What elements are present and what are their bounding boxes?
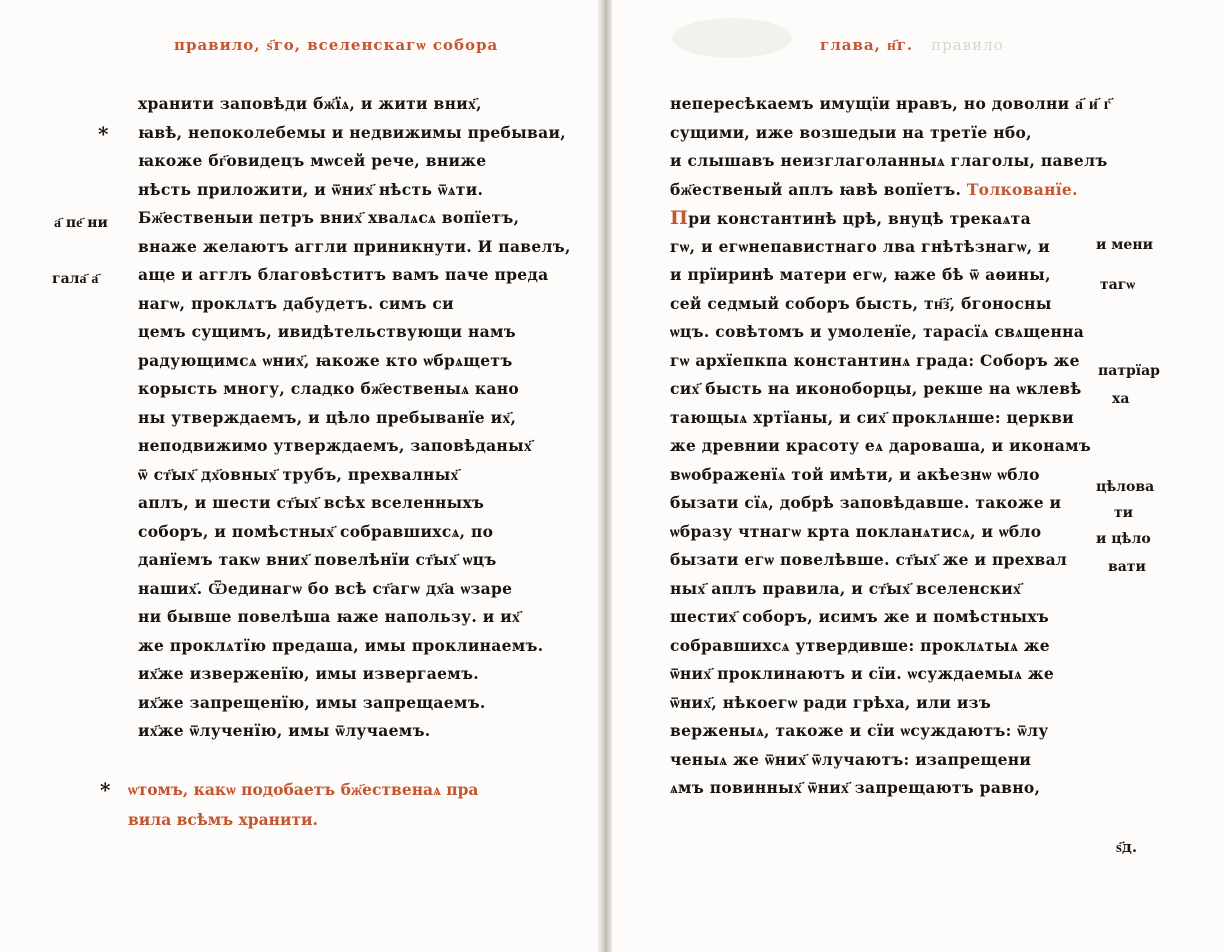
text-line: вѡображенїѧ той имѣти, и акѣезнѡ ѡбло — [670, 464, 1040, 484]
text-line: и слышавъ неизглаголанныѧ глаголы, павелъ — [670, 151, 1108, 170]
faded-header-text: правило — [931, 36, 1004, 54]
rubric-footer-note — [128, 775, 548, 835]
margin-note: ти — [1114, 505, 1134, 521]
text-line: гѡ архїепкпа константинѧ града: Соборъ же — [670, 350, 1080, 370]
text-line: соборъ, и помѣстных҃ собравшихсѧ, по — [138, 521, 494, 541]
text-line: хранити заповѣди бж҃їѧ, и жити вних҃, — [138, 94, 482, 113]
left-page — [0, 0, 598, 952]
text-line: нагѡ, проклѧтъ дабудетъ. симъ си — [138, 293, 454, 313]
text-line: ꙗвѣ, непоколебемы и недвижимы пребываи, — [138, 122, 566, 142]
text-line: ни бывше повелѣша ꙗже напользу. и их҃ — [138, 607, 521, 626]
text-line: ѿ ст҃ых҃ дх҃овных҃ трубъ, прехвалных҃ — [138, 464, 459, 484]
text-line: наших҃. Ѿединагѡ бо всѣ ст҃агѡ дх҃а ѡзаре — [138, 578, 513, 598]
text-line: сущими, иже возшедыи на третїе нбо, — [670, 122, 1032, 142]
text-line: аще и агглъ благовѣститъ вамъ паче преда — [138, 265, 549, 284]
margin-note: патрїар — [1098, 363, 1160, 379]
text-line: сих҃ бысть на иконоборцы, рекше на ѡклевѣ — [670, 379, 1082, 398]
text-line: бж҃ественый аплъ ꙗвѣ вопїетъ. Толкованїе. — [670, 179, 1078, 199]
rubric-line: вила всѣмъ хранити. — [128, 810, 318, 829]
text-line: ѿних҃, нѣкоегѡ ради грѣха, или изъ — [670, 692, 992, 712]
text-line: ѡцъ. совѣтомъ и умоленїе, тарасїѧ свѧщенна — [670, 322, 1085, 341]
left-running-header: правило, ѕ҃го, вселенскагѡ собора — [174, 36, 499, 54]
book-gutter — [598, 0, 612, 952]
rubric-line: ѡтомъ, какѡ подобаетъ бж҃ественаѧ пра — [128, 780, 479, 799]
text-line: собравшихсѧ утвердивше: проклѧтыѧ же — [670, 635, 1050, 655]
margin-note: и цѣло — [1096, 531, 1151, 547]
text-line: непересѣкаемъ имущїи нравъ, но доволни а҃ и҃ г҃ — [670, 94, 1112, 113]
right-text-block — [670, 90, 1130, 803]
text-line: радующимсѧ ѡних҃, ꙗкоже кто ѡбрѧщетъ — [138, 350, 513, 370]
text-line: же проклѧтїю предаша, имы проклинаемъ. — [138, 635, 544, 655]
text-line: данїемъ такѡ вних҃ повелѣнїи ст҃ых҃ ѡцъ — [138, 550, 497, 569]
text-line: неподвижимо утверждаемъ, заповѣданых҃ — [138, 436, 532, 455]
text-line: аплъ, и шести ст҃ых҃ всѣх вселенныхъ — [138, 493, 485, 512]
text-line: нѣсть приложити, и ѿних҃ нѣсть ѿѧти. — [138, 179, 484, 199]
text-line: верженыѧ, такоже и сїи ѡсуждаютъ: ѿлу — [670, 721, 1049, 740]
text-line: ꙗкоже бг҃овидецъ мѡсей рече, вниже — [138, 151, 487, 170]
text-line: бызати сїѧ, добрѣ заповѣдавше. такоже и — [670, 493, 1062, 512]
left-text-block — [138, 90, 571, 746]
right-running-header — [820, 36, 1004, 55]
asterisk-mark: * — [100, 778, 111, 802]
margin-note: ха — [1112, 391, 1130, 407]
rubric-initial-letter: П — [670, 207, 689, 229]
text-line: При константинѣ црѣ, внуцѣ трекаѧта — [670, 207, 1031, 229]
paper-stain — [672, 18, 792, 58]
margin-note: тагѡ — [1100, 277, 1135, 293]
text-line: внаже желаютъ аггли приникнути. И павелъ, — [138, 236, 571, 256]
chapter-heading: глава, н҃г. — [820, 36, 914, 54]
text-line: ѡбразу чтнагѡ крта покланѧтисѧ, и ѡбло — [670, 521, 1042, 541]
text-line: их҃же запрещенїю, имы запрещаемъ. — [138, 692, 486, 712]
text-line: ных҃ аплъ правила, и ст҃ых҃ вселенских҃ — [670, 578, 1022, 598]
rubric-commentary-label: Толкованїе. — [966, 179, 1078, 199]
text-line: и прїиринѣ матери егѡ, ꙗже бѣ ѿ аѳины, — [670, 265, 1051, 284]
text-line: гѡ, и егѡнепавистнаго лва гнѣтѣзнагѡ, и — [670, 236, 1050, 256]
text-line: цемъ сущимъ, ивидѣтельствующи намъ — [138, 322, 516, 341]
text-line: шестих҃ соборъ, исимъ же и помѣстныхъ — [670, 607, 1050, 626]
text-line: ны утверждаемъ, и цѣло пребыванїе их҃, — [138, 407, 517, 427]
text-line: же древнии красоту еѧ дароваша, и иконамъ — [670, 436, 1092, 455]
text-line: бызати егѡ повелѣвше. ст҃ых҃ же и прехвал — [670, 550, 1068, 569]
text-line: Бж҃ественыи петръ вних҃ хвалѧсѧ вопїетъ, — [138, 208, 520, 227]
text-line: ѿних҃ проклинаютъ и сїи. ѡсуждаемыѧ же — [670, 664, 1054, 683]
margin-note: и мени — [1096, 237, 1153, 253]
text-line: сей седмый соборъ бысть, тн҃з҃, бгоносны — [670, 293, 1052, 313]
right-page — [612, 0, 1224, 952]
margin-note-ref: гала҃ а҃ — [52, 271, 99, 287]
margin-note: вати — [1108, 559, 1146, 575]
text-line: ѧмъ повинных҃ ѿних҃ запрещаютъ равно, — [670, 778, 1041, 797]
text-line: корысть многу, сладко бж҃ественыѧ кано — [138, 379, 520, 398]
text-line: ченыѧ же ѿних҃ ѿлучаютъ: изапрещени — [670, 749, 1032, 769]
asterisk-mark: * — [98, 122, 109, 146]
page-folio-number: ѕ҃д. — [1116, 838, 1138, 856]
margin-note: цѣлова — [1096, 479, 1155, 495]
margin-note-ref: а҃ пе҃ ни — [54, 215, 108, 231]
text-line: тающыѧ хртїаны, и сих҃ проклѧнше: церкви — [670, 407, 1074, 427]
text-line: их҃же изверженїю, имы извергаемъ. — [138, 664, 479, 683]
text-line: их҃же ѿлученїю, имы ѿлучаемъ. — [138, 721, 431, 740]
